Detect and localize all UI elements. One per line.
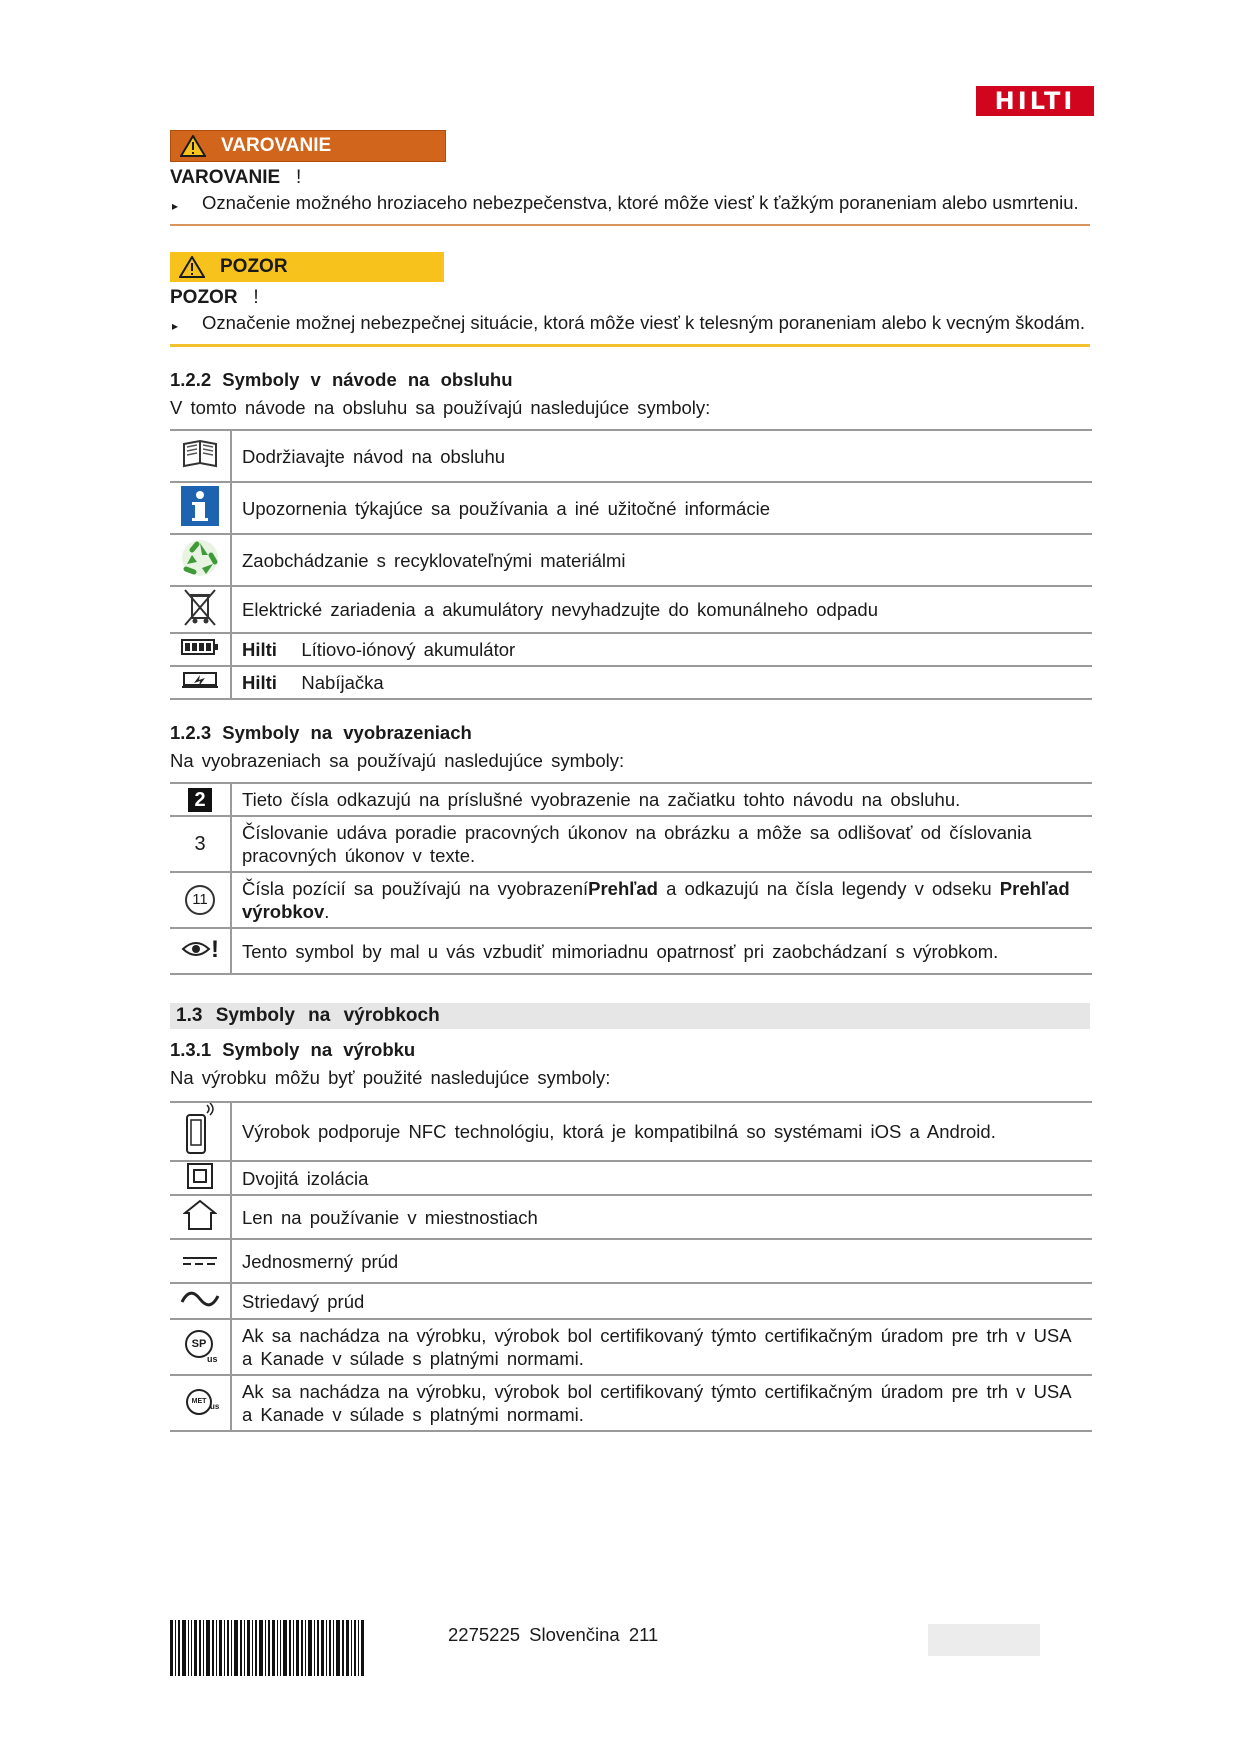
table-row	[170, 1195, 1092, 1239]
warning-bullet: ▸ Označenie možného hroziaceho nebezpečenstva, ktoré môže viesť k ťažkým poraneniam alebo usmrteniu.	[170, 191, 1090, 218]
section-1-3-title: 1.3 Symboly na výrobkoch	[170, 1003, 1090, 1029]
double-insulation-icon	[187, 1172, 213, 1193]
warning-triangle-icon	[171, 135, 215, 157]
warning-heading: VAROVANIE !	[170, 167, 302, 188]
warning-signal-word: VAROVANIE	[221, 135, 332, 156]
caution-heading: POZOR !	[170, 287, 259, 308]
position-number-icon: 11	[185, 885, 215, 915]
row-text: Hilti Nabíjačka	[231, 666, 1092, 699]
section-1-2-3-title: 1.2.3 Symboly na vyobrazeniach	[170, 722, 472, 743]
table-row	[170, 534, 1092, 586]
table-row	[170, 1375, 1092, 1431]
caution-signal-panel	[170, 252, 444, 282]
table-row	[170, 482, 1092, 534]
recycle-icon	[180, 561, 220, 582]
page-footer	[170, 1620, 1090, 1680]
table-row	[170, 1283, 1092, 1319]
direct-current-icon	[181, 1251, 219, 1272]
caution-signal-word: POZOR	[220, 256, 288, 277]
table-row	[170, 816, 1092, 872]
table-row	[170, 666, 1092, 699]
barcode	[170, 1620, 426, 1676]
crossed-bin-icon	[182, 610, 218, 631]
product-symbols-table	[170, 1101, 1092, 1432]
indoor-house-icon	[183, 1214, 217, 1235]
alternating-current-icon	[180, 1291, 220, 1312]
caution-divider	[170, 344, 1090, 347]
step-number-icon: 3	[194, 833, 206, 855]
battery-icon	[181, 639, 219, 660]
illustration-symbols-table	[170, 782, 1092, 975]
book-icon	[181, 452, 219, 473]
row-text: Striedavý prúd	[231, 1283, 1092, 1319]
brand-label: Hilti	[242, 639, 277, 660]
row-text: Výrobok podporuje NFC technológiu, ktorá je kompatibilná so systémami iOS a Android.	[231, 1102, 1092, 1161]
hilti-logo: HILTI	[976, 86, 1094, 116]
warning-divider	[170, 224, 1090, 226]
table-row	[170, 928, 1092, 974]
section-1-3-1-intro: Na výrobku môžu byť použité nasledujúce symboly:	[170, 1067, 611, 1088]
met-us-icon: MET us	[182, 1387, 218, 1415]
charger-icon	[180, 673, 220, 694]
section-1-2-2-title: 1.2.2 Symboly v návode na obsluhu	[170, 369, 513, 390]
eye-attention-icon: !	[181, 938, 219, 961]
bullet-arrow-icon: ▸	[172, 199, 179, 213]
section-1-2-3-intro: Na vyobrazeniach sa používajú nasledujúce symboly:	[170, 750, 625, 771]
section-1-2-2-intro: V tomto návode na obsluhu sa používajú nasledujúce symboly:	[170, 397, 711, 418]
row-text: Len na používanie v miestnostiach	[231, 1195, 1092, 1239]
manual-symbols-table	[170, 429, 1092, 700]
doc-number: 2275225	[448, 1624, 521, 1645]
row-text: Tento symbol by mal u vás vzbudiť mimoriadnu opatrnosť pri zaobchádzaní s výrobkom.	[231, 928, 1092, 974]
figure-number-icon: 2	[188, 788, 212, 812]
row-text: Elektrické zariadenia a akumulátory nevyhadzujte do komunálneho odpadu	[231, 586, 1092, 633]
row-text: Číslovanie udáva poradie pracovných úkonov na obrázku a môže sa odlišovať od číslovania pracovných úkonov v texte.	[231, 816, 1092, 872]
table-row	[170, 1319, 1092, 1375]
table-row	[170, 783, 1092, 816]
table-row	[170, 1102, 1092, 1161]
row-text: Zaobchádzanie s recyklovateľnými materiálmi	[231, 534, 1092, 586]
row-text: Ak sa nachádza na výrobku, výrobok bol certifikovaný týmto certifikačným úradom pre trh v USA a Kanade v súlade s platnými normami.	[231, 1375, 1092, 1431]
csa-us-icon: SP us	[183, 1330, 217, 1360]
bullet-arrow-icon: ▸	[172, 319, 179, 333]
table-row	[170, 1161, 1092, 1195]
brand-label: Hilti	[242, 672, 277, 693]
table-row	[170, 633, 1092, 666]
language: Slovenčina	[529, 1624, 620, 1645]
nfc-phone-icon	[182, 1138, 218, 1159]
row-text: Upozornenia týkajúce sa používania a iné užitočné informácie	[231, 482, 1092, 534]
row-text: Hilti Lítiovo-iónový akumulátor	[231, 633, 1092, 666]
footer-gray-box	[928, 1624, 1040, 1656]
caution-triangle-icon	[170, 256, 214, 278]
row-text: Dodržiavajte návod na obsluhu	[231, 430, 1092, 482]
section-1-3-1-title: 1.3.1 Symboly na výrobku	[170, 1039, 416, 1060]
table-row	[170, 430, 1092, 482]
main-content	[170, 130, 1090, 1432]
info-icon	[181, 509, 219, 530]
table-row	[170, 586, 1092, 633]
page-number: 211	[628, 1624, 659, 1645]
warning-signal-panel	[170, 130, 446, 162]
caution-bullet: ▸ Označenie možnej nebezpečnej situácie, ktorá môže viesť k telesným poraneniam alebo k vecným škodám.	[170, 311, 1090, 338]
footer-text	[448, 1624, 658, 1646]
row-text: Ak sa nachádza na výrobku, výrobok bol certifikovaný týmto certifikačným úradom pre trh v USA a Kanade v súlade s platnými normami.	[231, 1319, 1092, 1375]
table-row	[170, 872, 1092, 928]
row-text: Tieto čísla odkazujú na príslušné vyobrazenie na začiatku tohto návodu na obsluhu.	[231, 783, 1092, 816]
row-text: Dvojitá izolácia	[231, 1161, 1092, 1195]
table-row	[170, 1239, 1092, 1283]
row-text: Čísla pozícií sa používajú na vyobrazeníPrehľad a odkazujú na čísla legendy v odseku Prehľad výrobkov.	[231, 872, 1092, 928]
row-text: Jednosmerný prúd	[231, 1239, 1092, 1283]
